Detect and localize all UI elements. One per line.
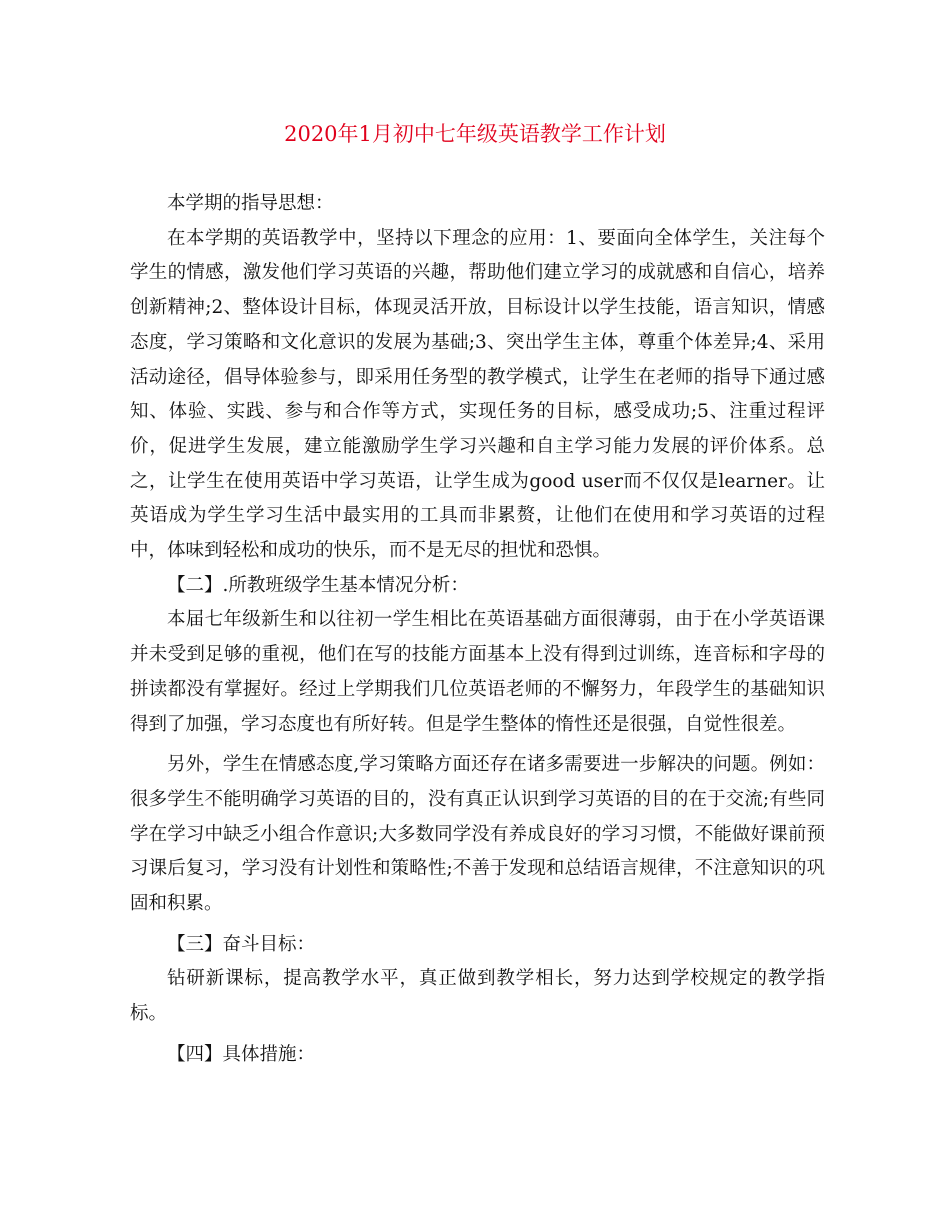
paragraph-student-analysis: 本届七年级新生和以往初一学生相比在英语基础方面很薄弱，由于在小学英语课并未受到足够的重视，他们在写的技能方面基本上没有得到过训练，连音标和字母的拼读都没有掌握好。经过上学期我们几位英语老师的不懈努力，年段学生的基础知识得到了加强，学习态度也有所好转。但是学生整体的惰性还是很强，自觉性很差。 [130, 609, 825, 735]
document-body [130, 187, 825, 1073]
paragraph-goals: 钻研新课标，提高教学水平，真正做到教学相长，努力达到学校规定的教学指标。 [130, 968, 825, 1025]
paragraph-guiding-ideology: 在本学期的英语教学中，坚持以下理念的应用：1、要面向全体学生，关注每个学生的情感，激发他们学习英语的兴趣，帮助他们建立学习的成就感和自信心，培养创新精神;2、整体设计目标，体现灵活开放，目标设计以学生技能，语言知识，情感态度，学习策略和文化意识的发展为基础;3、突出学生主体，尊重个体差异;4、采用活动途径，倡导体验参与，即采用任务型的教学模式，让学生在老师的指导下通过感知、体验、实践、参与和合作等方式，实现任务的目标，感受成功;5、注重过程评价，促进学生发展，建立能激励学生学习兴趣和自主学习能力发展的评价体系。总之，让学生在使用英语中学习英语，让学生成为good user而不仅仅是learner。让英语成为学生学习生活中最实用的工具而非累赘，让他们在使用和学习英语的过程中，体味到轻松和成功的快乐，而不是无尽的担忧和恐惧。 [130, 227, 825, 562]
paragraph-section-3-heading: 【三】奋斗目标： [167, 933, 316, 955]
paragraph-section-2-heading: 【二】.所教班级学生基本情况分析： [167, 574, 469, 596]
paragraph-student-problems: 另外，学生在情感态度,学习策略方面还存在诸多需要进一步解决的问题。例如：很多学生不能明确学习英语的目的，没有真正认识到学习英语的目的在于交流;有些同学在学习中缺乏小组合作意识;大多数同学没有养成良好的学习习惯，不能做好课前预习课后复习，学习没有计划性和策略性;不善于发现和总结语言规律，不注意知识的巩固和积累。 [130, 754, 825, 915]
paragraph-guiding-ideology-heading: 本学期的指导思想： [167, 193, 334, 214]
document-title: 2020年1月初中七年级英语教学工作计划 [284, 122, 666, 146]
paragraph-section-4-heading: 【四】具体措施： [167, 1043, 316, 1065]
